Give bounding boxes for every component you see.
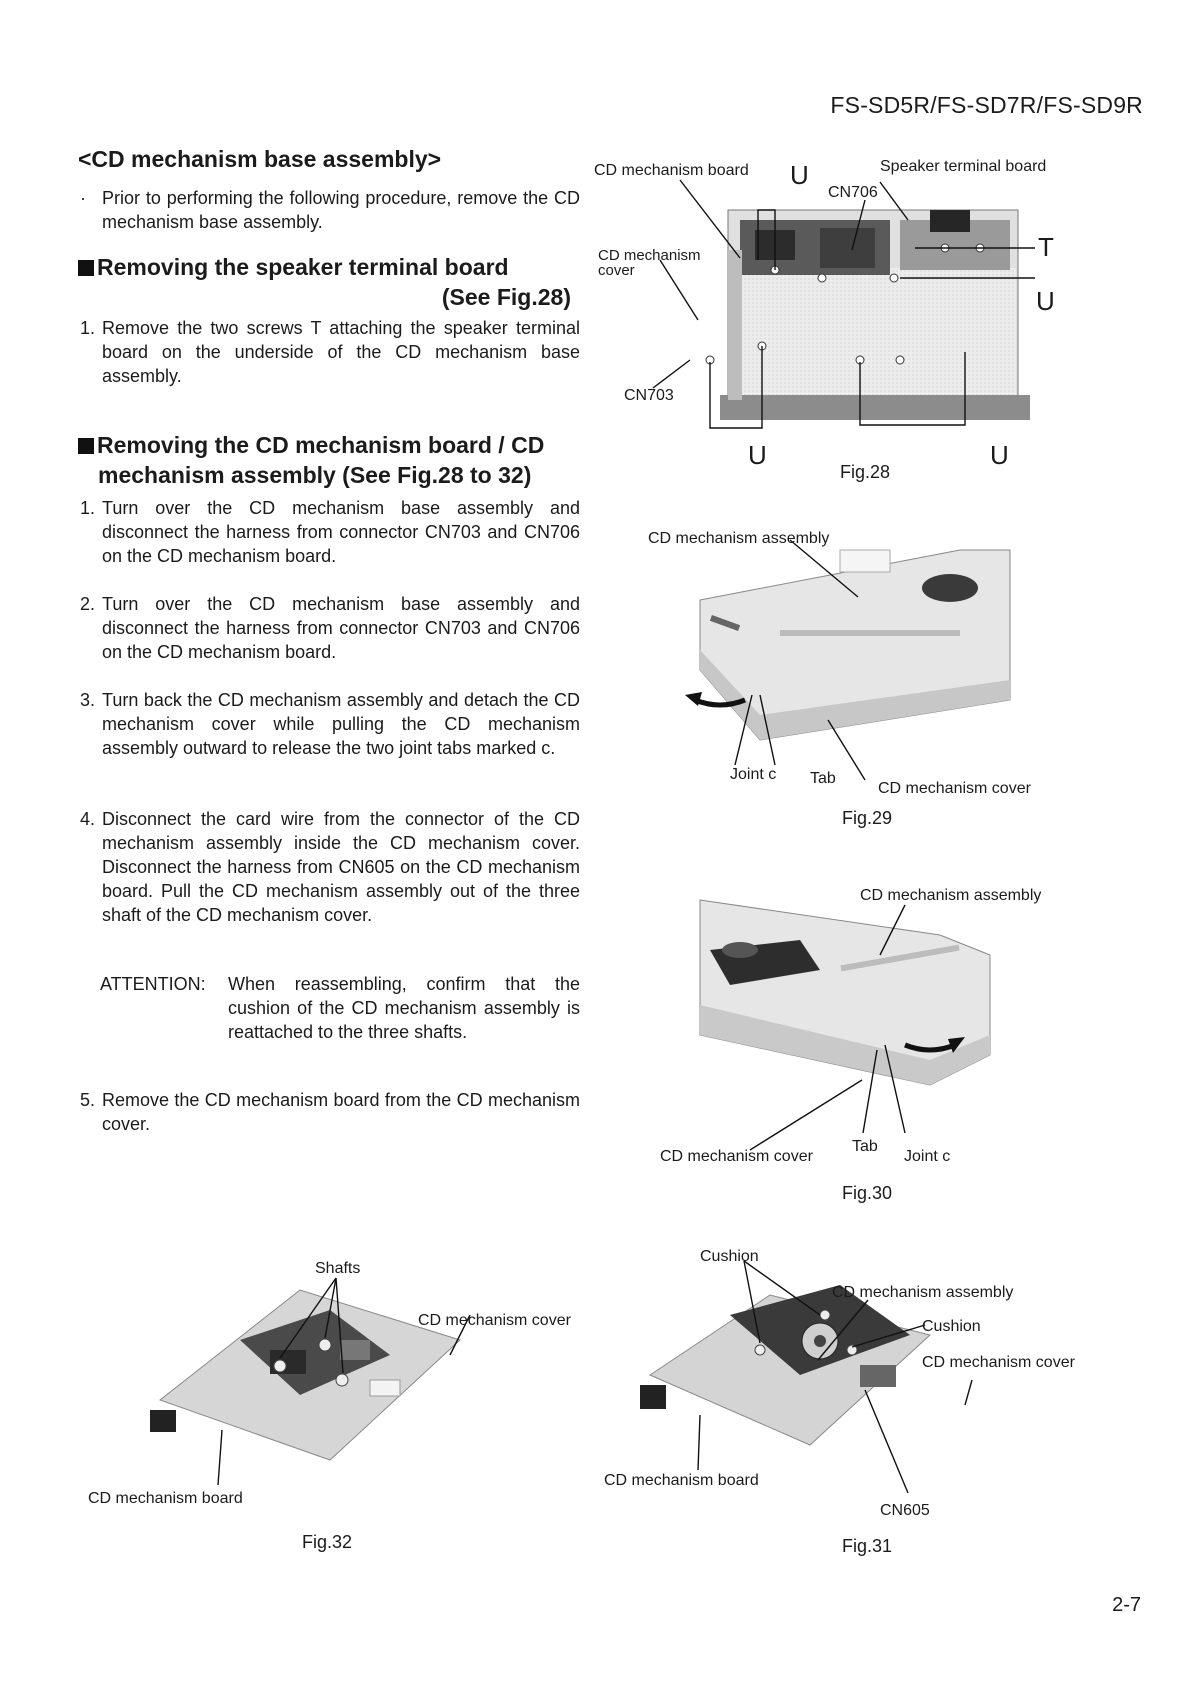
- fig32-cover-label: CD mechanism cover: [418, 1312, 571, 1329]
- section-title: <CD mechanism base assembly>: [78, 146, 442, 172]
- step-number: 1.: [80, 318, 96, 338]
- fig30-assembly-label: CD mechanism assembly: [860, 887, 1042, 904]
- bullet-dot: ·: [80, 188, 86, 208]
- fig30-tab-label: Tab: [852, 1138, 878, 1155]
- step-number: 4.: [80, 809, 96, 829]
- fig29-arrow: [695, 700, 745, 705]
- fig28-u-right: U: [1036, 286, 1055, 316]
- fig29-cover-label: CD mechanism cover: [878, 780, 1031, 797]
- step-text: Turn back the CD mechanism assembly and detach the CD mechanism cover while pulling the CD mechanism assembly outward to release the two joint tabs marked c.: [102, 690, 580, 758]
- cdboard-heading: [78, 430, 544, 460]
- step-text: Turn over the CD mechanism base assembly and disconnect the harness from connector CN703 and CN706 on the CD mechanism board.: [102, 594, 580, 662]
- fig30-photo: [690, 895, 1020, 1145]
- fig29-caption: Fig.29: [842, 808, 893, 828]
- speaker-heading-line1: Removing the speaker terminal board: [97, 254, 509, 280]
- page-number: 2-7: [1112, 1594, 1141, 1616]
- fig28-cn703-label: CN703: [624, 387, 674, 404]
- cdboard-step-1: [80, 496, 580, 568]
- step-number: 2.: [80, 594, 96, 614]
- fig28-u-bottom-right: U: [990, 440, 1009, 470]
- speaker-heading: [78, 252, 509, 282]
- prerequisite-note: [80, 186, 580, 234]
- speaker-step-1: [80, 316, 580, 388]
- fig28-cover-label: [598, 248, 701, 278]
- step-number: 3.: [80, 690, 96, 710]
- cdboard-step-4: [80, 807, 580, 927]
- fig31-cover-label: CD mechanism cover: [922, 1354, 1075, 1371]
- heading-square-icon: [78, 438, 94, 454]
- fig28-t-label: T: [1038, 232, 1054, 262]
- fig31-cn605-label: CN605: [880, 1502, 930, 1519]
- fig31-cushion-top-label: Cushion: [700, 1248, 759, 1265]
- fig28-u-bottom-left: U: [748, 440, 767, 470]
- fig28-speaker-board-label: Speaker terminal board: [880, 158, 1047, 175]
- fig28-cover-line2: cover: [598, 262, 635, 279]
- attention-note: [100, 972, 580, 1044]
- step-number: 1.: [80, 498, 96, 518]
- fig28-u-top: U: [790, 160, 809, 190]
- speaker-heading-line2: (See Fig.28): [441, 284, 571, 310]
- fig28-caption: Fig.28: [840, 462, 891, 482]
- step-number: 5.: [80, 1090, 96, 1110]
- attention-label: ATTENTION:: [100, 974, 206, 994]
- fig31-caption: Fig.31: [842, 1536, 893, 1556]
- cdboard-step-2: [80, 592, 580, 664]
- fig32-shafts-label: Shafts: [315, 1260, 361, 1277]
- heading-square-icon: [78, 260, 94, 276]
- prerequisite-text: Prior to performing the following procedure, remove the CD mechanism base assembly.: [102, 188, 580, 232]
- cdboard-step-3: [80, 688, 580, 760]
- fig32-caption: Fig.32: [302, 1532, 353, 1552]
- step-text: Remove the CD mechanism board from the CD mechanism cover.: [102, 1090, 580, 1134]
- fig30-joint-label: Joint c: [904, 1148, 951, 1165]
- fig29-photo: [640, 540, 1040, 770]
- cdboard-heading-line2: mechanism assembly (See Fig.28 to 32): [98, 462, 532, 488]
- fig28-cd-board-label: CD mechanism board: [594, 162, 749, 179]
- fig32-photo: [150, 1270, 480, 1480]
- step-text: Turn over the CD mechanism base assembly and disconnect the harness from connector CN703 and CN706 on the CD mechanism board.: [102, 498, 580, 566]
- cover-area: [730, 268, 1016, 398]
- fig30-cover-label: CD mechanism cover: [660, 1148, 813, 1165]
- fig32-board-label: CD mechanism board: [88, 1490, 243, 1507]
- attention-text: When reassembling, confirm that the cushion of the CD mechanism assembly is reattached to the three shafts.: [228, 974, 580, 1042]
- fig31-assembly-label: CD mechanism assembly: [832, 1284, 1014, 1301]
- fig31-cushion-right-label: Cushion: [922, 1318, 981, 1335]
- fig28-cover-line1: CD mechanism: [598, 247, 701, 264]
- cdboard-heading-line1: Removing the CD mechanism board / CD: [97, 432, 545, 458]
- fig29-joint-label: Joint c: [730, 766, 777, 783]
- step-text: Remove the two screws T attaching the speaker terminal board on the underside of the CD mechanism base assembly.: [102, 318, 580, 386]
- cdboard-step-5: [80, 1088, 580, 1136]
- fig29-assembly-label: CD mechanism assembly: [648, 530, 830, 547]
- step-text: Disconnect the card wire from the connector of the CD mechanism assembly inside the CD mechanism cover. Disconnect the harness from CN605 on the CD mechanism board. Pull the CD mechanism assembly out of the three shaft of the CD mechanism cover.: [102, 809, 580, 925]
- fig29-tab-label: Tab: [810, 770, 836, 787]
- fig31-board-label: CD mechanism board: [604, 1472, 759, 1489]
- fig28-cn706-label: CN706: [828, 184, 878, 201]
- fig30-caption: Fig.30: [842, 1183, 893, 1203]
- model-header: FS-SD5R/FS-SD7R/FS-SD9R: [830, 92, 1143, 118]
